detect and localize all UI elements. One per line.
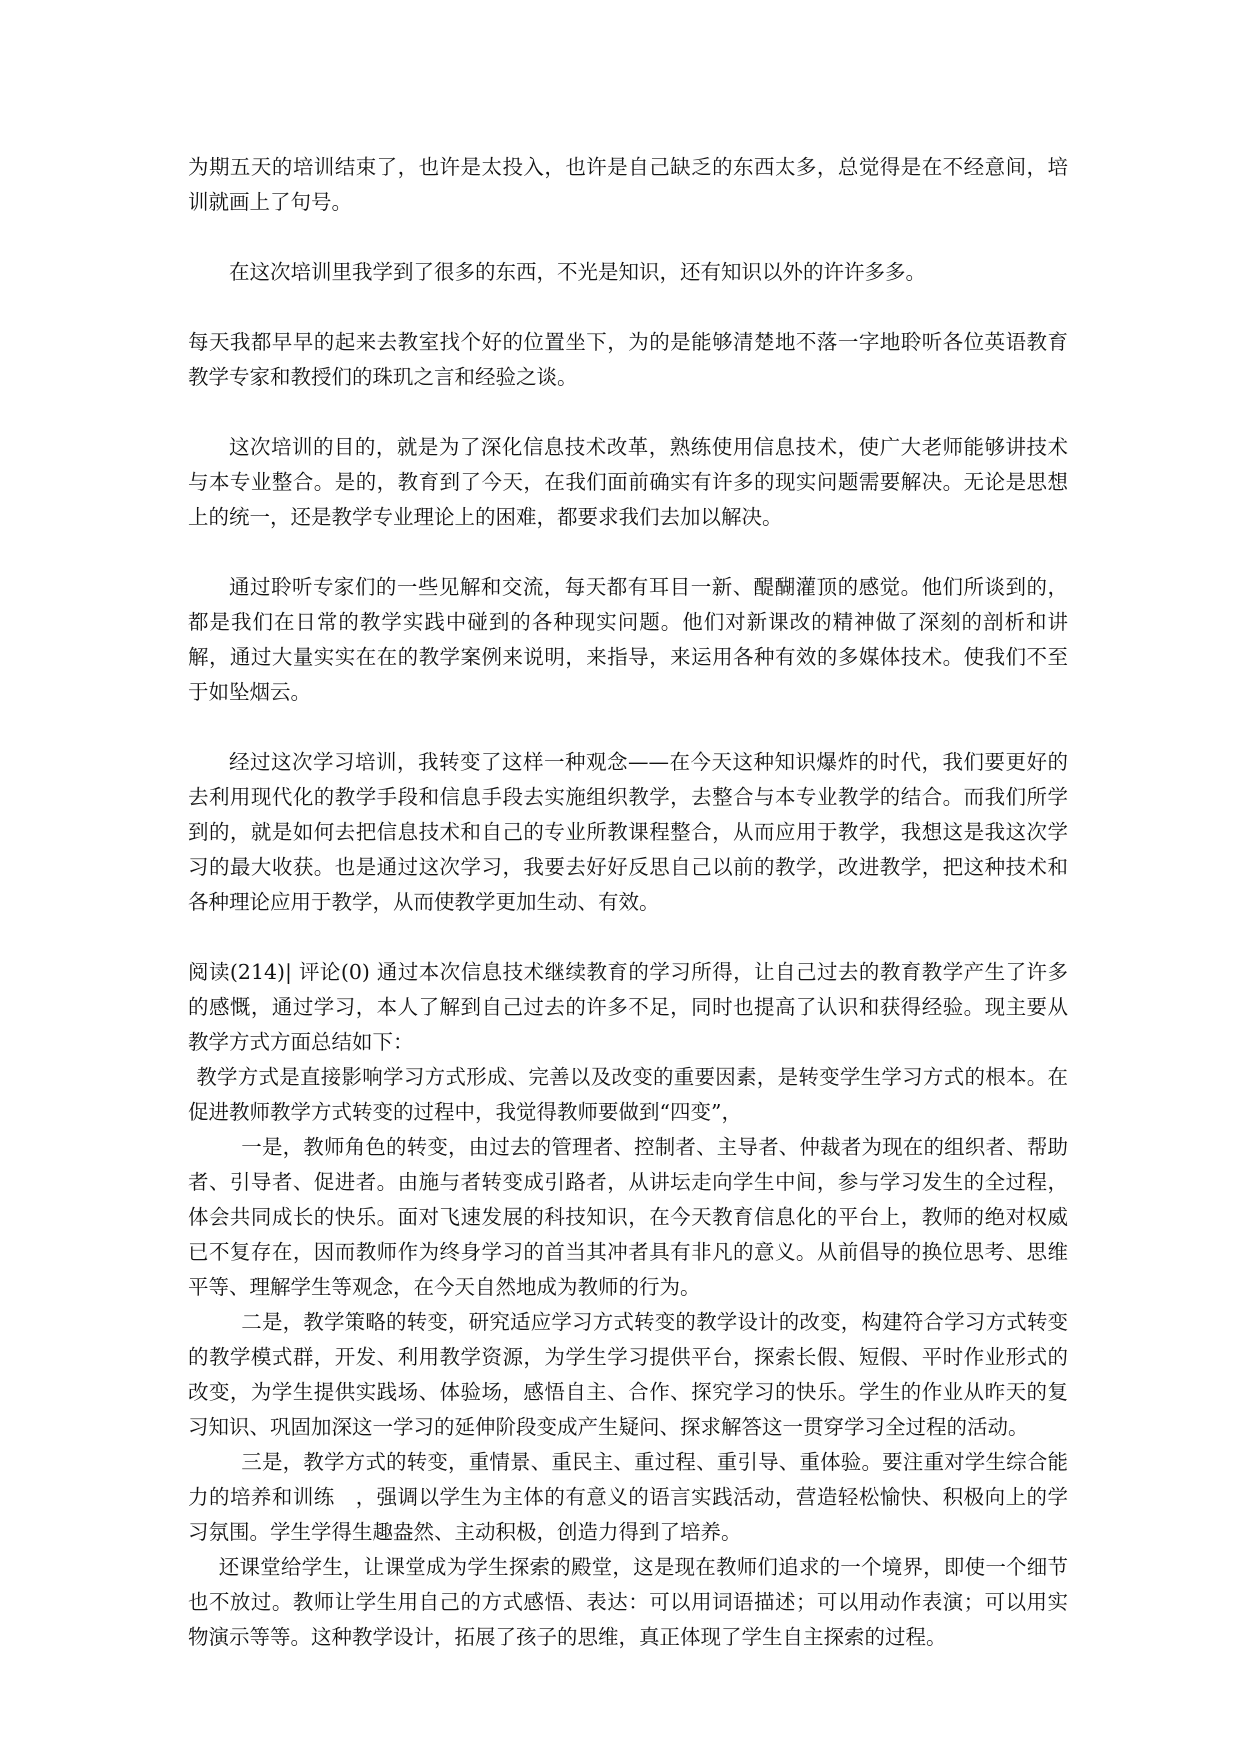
- paragraph-5: 通过聆听专家们的一些见解和交流，每天都有耳目一新、醍醐灌顶的感觉。他们所谈到的，都是我们在日常的教学实践中碰到的各种现实问题。他们对新课改的精神做了深刻的剖析和讲解，通过大量实实在在的教学案例来说明，来指导，来运用各种有效的多媒体技术。使我们不至于如坠烟云。: [188, 575, 1068, 704]
- paragraph-10: 二是，教学策略的转变，研究适应学习方式转变的教学设计的改变，构建符合学习方式转变的教学模式群，开发、利用教学资源，为学生学习提供平台，探索长假、短假、平时作业形式的改变，为学生提供实践场、体验场，感悟自主、合作、探究学习的快乐。学生的作业从昨天的复习知识、巩固加深这一学习的延伸阶段变成产生疑问、探求解答这一贯穿学习全过程的活动。: [188, 1310, 1068, 1439]
- read-count-link[interactable]: 阅读(214): [188, 960, 286, 984]
- paragraph-11: 三是，教学方式的转变，重情景、重民主、重过程、重引导、重体验。要注重对学生综合能力的培养和训练 ，强调以学生为主体的有意义的语言实践活动，营造轻松愉快、积极向上的学习氛围。学生学得生趣盎然、主动积极，创造力得到了培养。: [188, 1450, 1068, 1544]
- paragraph-7: 通过本次信息技术继续教育的学习所得，让自己过去的教育教学产生了许多的感慨，通过学习，本人了解到自己过去的许多不足，同时也提高了认识和获得经验。现主要从教学方式方面总结如下：: [188, 960, 1068, 1054]
- paragraph-9: 一是，教师角色的转变，由过去的管理者、控制者、主导者、仲裁者为现在的组织者、帮助者、引导者、促进者。由施与者转变成引路者，从讲坛走向学生中间，参与学习发生的全过程，体会共同成长的快乐。面对飞速发展的科技知识，在今天教育信息化的平台上，教师的绝对权威已不复存在，因而教师作为终身学习的首当其冲者具有非凡的意义。从前倡导的换位思考、思维平等、理解学生等观念，在今天自然地成为教师的行为。: [188, 1135, 1068, 1299]
- paragraph-2: 在这次培训里我学到了很多的东西，不光是知识，还有知识以外的许许多多。: [229, 260, 926, 284]
- paragraph-1: 为期五天的培训结束了，也许是太投入，也许是自己缺乏的东西太多，总觉得是在不经意间，培训就画上了句号。: [188, 155, 1068, 214]
- meta-separator: |: [285, 960, 292, 984]
- paragraph-3: 每天我都早早的起来去教室找个好的位置坐下，为的是能够清楚地不落一字地聆听各位英语教育教学专家和教授们的珠玑之言和经验之谈。: [188, 330, 1068, 389]
- meta-paragraph: [188, 955, 1068, 1060]
- paragraph-8: 教学方式是直接影响学习方式形成、完善以及改变的重要因素，是转变学生学习方式的根本。在促进教师教学方式转变的过程中，我觉得教师要做到“四变”，: [188, 1065, 1068, 1124]
- document-body: [188, 150, 1068, 1655]
- paragraph-6: 经过这次学习培训，我转变了这样一种观念——在今天这种知识爆炸的时代，我们要更好的去利用现代化的教学手段和信息手段去实施组织教学，去整合与本专业教学的结合。而我们所学到的，就是如何去把信息技术和自己的专业所教课程整合，从而应用于教学，我想这是我这次学习的最大收获。也是通过这次学习，我要去好好反思自己以前的教学，改进教学，把这种技术和各种理论应用于教学，从而使教学更加生动、有效。: [188, 750, 1068, 914]
- paragraph-12: 还课堂给学生，让课堂成为学生探索的殿堂，这是现在教师们追求的一个境界，即使一个细节也不放过。教师让学生用自己的方式感悟、表达：可以用词语描述；可以用动作表演；可以用实物演示等等。这种教学设计，拓展了孩子的思维，真正体现了学生自主探索的过程。: [188, 1555, 1068, 1649]
- comment-count-link[interactable]: 评论(0): [298, 960, 370, 984]
- paragraph-4: 这次培训的目的，就是为了深化信息技术改革，熟练使用信息技术，使广大老师能够讲技术与本专业整合。是的，教育到了今天，在我们面前确实有许多的现实问题需要解决。无论是思想上的统一，还是教学专业理论上的困难，都要求我们去加以解决。: [188, 435, 1068, 529]
